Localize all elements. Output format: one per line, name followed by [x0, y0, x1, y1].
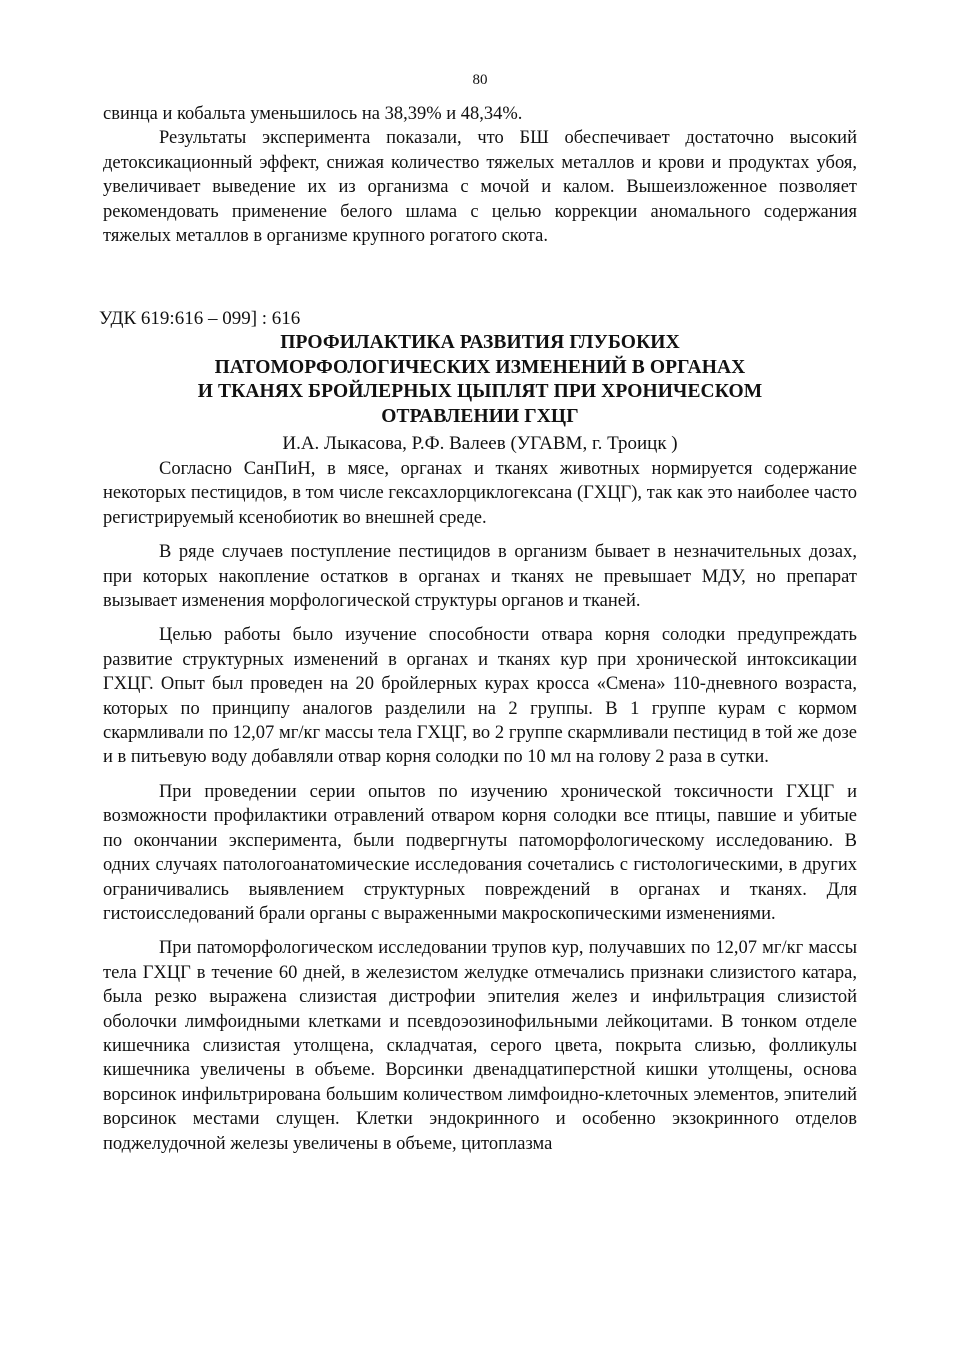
title-line: И ТКАНЯХ БРОЙЛЕРНЫХ ЦЫПЛЯТ ПРИ ХРОНИЧЕСКОМ — [197, 381, 763, 402]
page-number: 80 — [472, 72, 488, 88]
paragraph: При патоморфологическом исследовании трупов кур, получавших по 12,07 мг/кг массы тела ГХЦГ в течение 60 дней, в железистом желудке отмечались признаки слизистого катара, была резко выражена слизистая дистрофии эпителия желез и инфильтрация слизистой оболочки лимфоидными клетками и псевдоэозинофильными лейкоцитами. В тонком отделе кишечника слизистая утолщена, складчатая, серого цвета, покрыта слизью, фолликулы кишечника увеличены в объеме. Ворсинки двенадцатиперстной кишки утолщены, основа ворсинок инфильтрирована большим количеством лимфоидно-клеточных элементов, эпителий ворсинок местами слущен. Клетки эндокринного и особенно экзокринного отделов поджелудочной железы увеличены в объеме, цитоплазма — [103, 938, 857, 1154]
article-body — [103, 457, 857, 1156]
paragraph: Целью работы было изучение способности отвара корня солодки предупреждать развитие структурных изменений в органах и тканях кур при хронической интоксикации ГХЦГ. Опыт был проведен на 20 бройлерных курах кросса «Смена» 110-дневного возраста, которых по принципу аналогов разделили на 2 группы. В 1 группе курам с кормом скармливали по 12,07 мг/кг массы тела ГХЦГ, во 2 группе скармливали пестицид в той же дозе и в питьевую воду добавляли отвар корня солодки по 10 мл на голову 2 раза в сутки. — [103, 625, 857, 768]
paragraph: При проведении серии опытов по изучению хронической токсичности ГХЦГ и возможности профилактики отравлений отваром корня солодки все птицы, павшие и убитые по окончании эксперимента, были подвергнуты патоморфологическому исследованию. В одних случаях патологоанатомические исследования сочетались с гистологическими, в других ограничивались выявлением структурных повреждений в органах и тканях. Для гистоисследований брали органы с выраженными макроскопическими изменениями. — [103, 781, 857, 924]
title-line: ПРОФИЛАКТИКА РАЗВИТИЯ ГЛУБОКИХ — [280, 332, 680, 353]
paragraph: В ряде случаев поступление пестицидов в организм бывает в незначительных дозах, при которых накопление остатков в органах и тканях не превышает МДУ, но препарат вызывает изменения морфологической структуры органов и тканей. — [103, 542, 857, 612]
previous-article-ending — [103, 102, 857, 248]
title-line: ПАТОМОРФОЛОГИЧЕСКИХ ИЗМЕНЕНИЙ В ОРГАНАХ — [214, 356, 746, 378]
title-line: ОТРАВЛЕНИИ ГХЦГ — [381, 405, 579, 427]
article-title — [103, 331, 857, 429]
paragraph: свинца и кобальта уменьшилось на 38,39% и 48,34%. — [103, 104, 523, 124]
article-authors: И.А. Лыкасова, Р.Ф. Валеев (УГАВМ, г. Троицк ) — [282, 433, 678, 454]
paragraph: Согласно СанПиН, в мясе, органах и тканях животных нормируется содержание некоторых пестицидов, в том числе гексахлорциклогексана (ГХЦГ), так как это наиболее часто регистрируемый ксенобиотик во внешней среде. — [103, 459, 857, 528]
udc-code: УДК 619:616 – 099] : 616 — [99, 308, 301, 329]
paragraph: Результаты эксперимента показали, что БШ обеспечивает достаточно высокий детоксикационный эффект, снижая количество тяжелых металлов и крови и продуктах убоя, увеличивает выведение их из организма с мочой и калом. Вышеизложенное позволяет рекомендовать применение белого шлама с целью коррекции аномального содержания тяжелых металлов в организме крупного рогатого скота. — [103, 128, 857, 247]
